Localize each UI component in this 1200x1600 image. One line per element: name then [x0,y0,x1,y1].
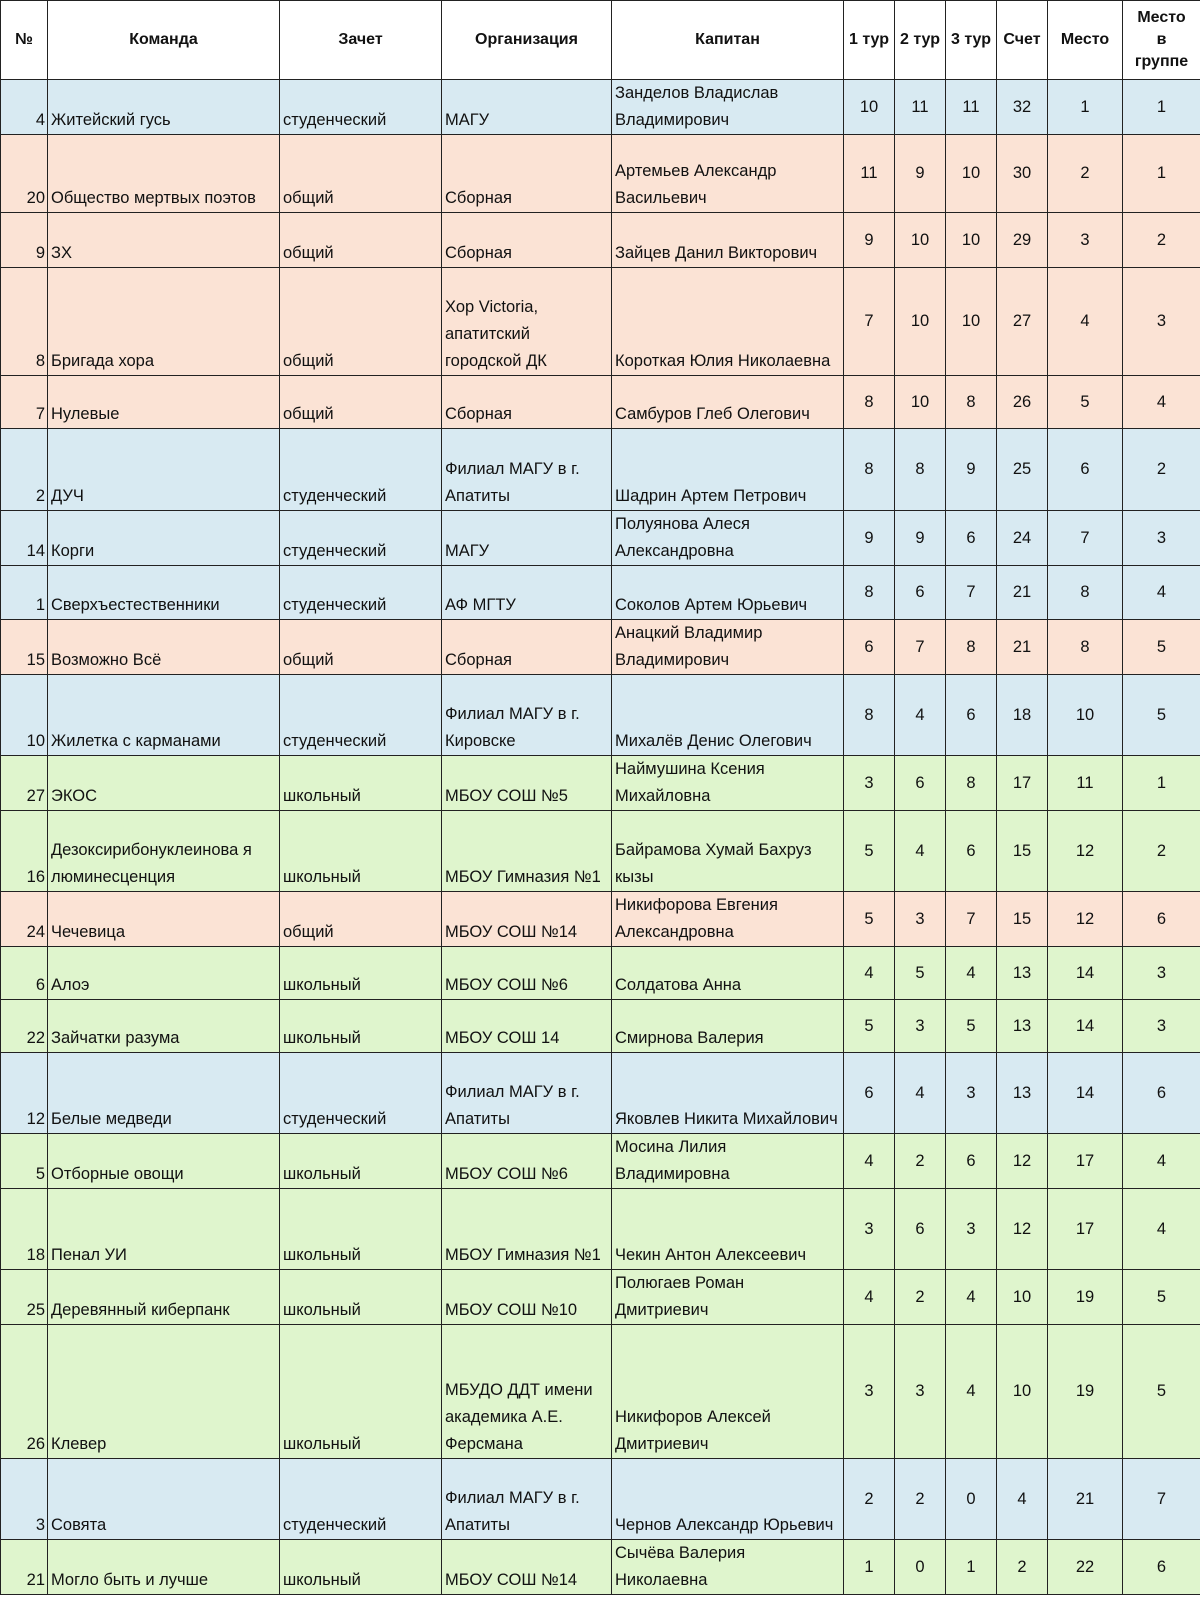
round-3-score-cell: 1 [946,1540,997,1595]
round-1-score-cell: 5 [844,1000,895,1053]
round-1-score-cell: 1 [844,1540,895,1595]
table-row [1,429,1200,511]
table-row [1,1134,1200,1189]
table-row [1,1540,1200,1595]
category-cell: студенческий [280,80,442,135]
place-cell: 17 [1048,1134,1123,1189]
table-row [1,811,1200,892]
organization-cell: МБОУ Гимназия №1 [442,811,612,892]
total-score-cell: 15 [997,811,1048,892]
organization-cell: АФ МГТУ [442,566,612,620]
organization-cell: Сборная [442,213,612,268]
group-place-cell: 5 [1123,1270,1200,1325]
organization-cell: МАГУ [442,511,612,566]
place-cell: 5 [1048,376,1123,429]
group-place-cell: 4 [1123,1189,1200,1270]
round-1-score-cell: 5 [844,892,895,947]
category-cell: школьный [280,1189,442,1270]
captain-cell: Солдатова Анна [612,947,844,1000]
organization-cell: МБОУ СОШ 14 [442,1000,612,1053]
captain-cell: Чернов Александр Юрьевич [612,1459,844,1540]
group-place-cell: 2 [1123,213,1200,268]
place-cell: 10 [1048,675,1123,756]
row-num-cell: 2 [1,429,48,511]
total-score-cell: 17 [997,756,1048,811]
team-name-cell: Жилетка с карманами [48,675,280,756]
group-place-cell: 1 [1123,80,1200,135]
round-1-score-cell: 4 [844,1134,895,1189]
place-cell: 19 [1048,1270,1123,1325]
header-org: Организация [442,1,612,80]
round-3-score-cell: 6 [946,511,997,566]
place-cell: 14 [1048,1000,1123,1053]
captain-cell: Мосина Лилия Владимировна [612,1134,844,1189]
round-3-score-cell: 3 [946,1053,997,1134]
round-1-score-cell: 6 [844,620,895,675]
table-row [1,620,1200,675]
team-name-cell: Деревянный киберпанк [48,1270,280,1325]
row-num-cell: 24 [1,892,48,947]
group-place-cell: 4 [1123,1134,1200,1189]
round-3-score-cell: 4 [946,1325,997,1459]
round-2-score-cell: 7 [895,620,946,675]
total-score-cell: 12 [997,1189,1048,1270]
group-place-cell: 3 [1123,947,1200,1000]
row-num-cell: 10 [1,675,48,756]
round-2-score-cell: 4 [895,1053,946,1134]
organization-cell: МБОУ СОШ №5 [442,756,612,811]
place-cell: 6 [1048,429,1123,511]
header-row [1,1,1200,80]
captain-cell: Никифоров Алексей Дмитриевич [612,1325,844,1459]
captain-cell: Никифорова Евгения Александровна [612,892,844,947]
place-cell: 2 [1048,135,1123,213]
round-1-score-cell: 9 [844,511,895,566]
place-cell: 11 [1048,756,1123,811]
round-3-score-cell: 7 [946,566,997,620]
captain-cell: Полуянова Алеся Александровна [612,511,844,566]
total-score-cell: 26 [997,376,1048,429]
round-1-score-cell: 9 [844,213,895,268]
team-name-cell: Корги [48,511,280,566]
category-cell: студенческий [280,429,442,511]
round-1-score-cell: 2 [844,1459,895,1540]
place-cell: 4 [1048,268,1123,376]
place-cell: 21 [1048,1459,1123,1540]
category-cell: студенческий [280,511,442,566]
round-3-score-cell: 10 [946,268,997,376]
header-team: Команда [48,1,280,80]
round-2-score-cell: 6 [895,756,946,811]
team-name-cell: ДУЧ [48,429,280,511]
team-name-cell: Житейский гусь [48,80,280,135]
header-group-place-line-1: Место [1137,9,1186,26]
category-cell: общий [280,268,442,376]
organization-cell: Сборная [442,620,612,675]
group-place-cell: 3 [1123,511,1200,566]
round-1-score-cell: 8 [844,675,895,756]
category-cell: общий [280,135,442,213]
round-3-score-cell: 4 [946,1270,997,1325]
place-cell: 14 [1048,1053,1123,1134]
team-name-cell: Нулевые [48,376,280,429]
round-3-score-cell: 6 [946,811,997,892]
table-row [1,675,1200,756]
place-cell: 19 [1048,1325,1123,1459]
total-score-cell: 29 [997,213,1048,268]
group-place-cell: 5 [1123,620,1200,675]
header-round-2: 2 тур [895,1,946,80]
total-score-cell: 12 [997,1134,1048,1189]
group-place-cell: 7 [1123,1459,1200,1540]
team-name-cell: Алоэ [48,947,280,1000]
round-2-score-cell: 10 [895,268,946,376]
team-name-cell: Зайчатки разума [48,1000,280,1053]
row-num-cell: 1 [1,566,48,620]
total-score-cell: 30 [997,135,1048,213]
round-2-score-cell: 6 [895,1189,946,1270]
place-cell: 8 [1048,620,1123,675]
round-1-score-cell: 7 [844,268,895,376]
round-1-score-cell: 11 [844,135,895,213]
team-name-cell: Возможно Всё [48,620,280,675]
team-name-cell: Бригада хора [48,268,280,376]
captain-cell: Зайцев Данил Викторович [612,213,844,268]
round-2-score-cell: 8 [895,429,946,511]
round-2-score-cell: 3 [895,1000,946,1053]
group-place-cell: 1 [1123,135,1200,213]
organization-cell: Сборная [442,135,612,213]
table-row [1,268,1200,376]
team-name-cell: ЗХ [48,213,280,268]
group-place-cell: 6 [1123,1540,1200,1595]
row-num-cell: 26 [1,1325,48,1459]
header-place: Место [1048,1,1123,80]
row-num-cell: 21 [1,1540,48,1595]
team-name-cell: ЭКОС [48,756,280,811]
team-name-cell: Чечевица [48,892,280,947]
row-num-cell: 3 [1,1459,48,1540]
team-name-cell: Клевер [48,1325,280,1459]
team-name-cell: Сверхъестественники [48,566,280,620]
round-3-score-cell: 5 [946,1000,997,1053]
round-1-score-cell: 8 [844,376,895,429]
row-num-cell: 20 [1,135,48,213]
round-3-score-cell: 6 [946,1134,997,1189]
round-3-score-cell: 4 [946,947,997,1000]
table-row [1,1325,1200,1459]
table-row [1,1053,1200,1134]
group-place-cell: 5 [1123,1325,1200,1459]
organization-cell: МБОУ СОШ №6 [442,1134,612,1189]
category-cell: школьный [280,1000,442,1053]
row-num-cell: 8 [1,268,48,376]
row-num-cell: 27 [1,756,48,811]
row-num-cell: 9 [1,213,48,268]
round-2-score-cell: 11 [895,80,946,135]
round-2-score-cell: 0 [895,1540,946,1595]
round-2-score-cell: 9 [895,511,946,566]
captain-cell: Шадрин Артем Петрович [612,429,844,511]
table-row [1,376,1200,429]
organization-cell: МБОУ Гимназия №1 [442,1189,612,1270]
group-place-cell: 2 [1123,811,1200,892]
table-row [1,1459,1200,1540]
round-3-score-cell: 9 [946,429,997,511]
row-num-cell: 4 [1,80,48,135]
captain-cell: Байрамова Хумай Бахруз кызы [612,811,844,892]
team-name-cell: Совята [48,1459,280,1540]
captain-cell: Сычёва Валерия Николаевна [612,1540,844,1595]
round-3-score-cell: 6 [946,675,997,756]
total-score-cell: 10 [997,1270,1048,1325]
table-row [1,511,1200,566]
total-score-cell: 21 [997,620,1048,675]
table-row [1,1000,1200,1053]
round-2-score-cell: 2 [895,1134,946,1189]
round-3-score-cell: 8 [946,756,997,811]
organization-cell: МБОУ СОШ №14 [442,892,612,947]
row-num-cell: 14 [1,511,48,566]
category-cell: общий [280,376,442,429]
round-2-score-cell: 5 [895,947,946,1000]
group-place-cell: 5 [1123,675,1200,756]
group-place-cell: 4 [1123,376,1200,429]
category-cell: студенческий [280,675,442,756]
table-row [1,135,1200,213]
place-cell: 17 [1048,1189,1123,1270]
header-captain: Капитан [612,1,844,80]
organization-cell: МБОУ СОШ №10 [442,1270,612,1325]
round-3-score-cell: 10 [946,135,997,213]
table-row [1,1189,1200,1270]
table-row [1,213,1200,268]
place-cell: 8 [1048,566,1123,620]
table-row [1,80,1200,135]
total-score-cell: 13 [997,947,1048,1000]
round-2-score-cell: 6 [895,566,946,620]
group-place-cell: 6 [1123,892,1200,947]
round-3-score-cell: 8 [946,376,997,429]
row-num-cell: 22 [1,1000,48,1053]
category-cell: школьный [280,1540,442,1595]
captain-cell: Наймушина Ксения Михайловна [612,756,844,811]
group-place-cell: 2 [1123,429,1200,511]
category-cell: общий [280,892,442,947]
round-1-score-cell: 8 [844,429,895,511]
table-row [1,947,1200,1000]
captain-cell: Анацкий Владимир Владимирович [612,620,844,675]
category-cell: школьный [280,1134,442,1189]
captain-cell: Полюгаев Роман Дмитриевич [612,1270,844,1325]
place-cell: 7 [1048,511,1123,566]
team-name-cell: Белые медведи [48,1053,280,1134]
total-score-cell: 2 [997,1540,1048,1595]
organization-cell: Филиал МАГУ в г. Кировске [442,675,612,756]
round-3-score-cell: 8 [946,620,997,675]
header-num: № [1,1,48,80]
total-score-cell: 15 [997,892,1048,947]
place-cell: 1 [1048,80,1123,135]
round-3-score-cell: 10 [946,213,997,268]
category-cell: студенческий [280,566,442,620]
row-num-cell: 25 [1,1270,48,1325]
organization-cell: Филиал МАГУ в г. Апатиты [442,1053,612,1134]
category-cell: студенческий [280,1053,442,1134]
total-score-cell: 21 [997,566,1048,620]
round-3-score-cell: 11 [946,80,997,135]
round-1-score-cell: 4 [844,947,895,1000]
captain-cell: Яковлев Никита Михайлович [612,1053,844,1134]
team-name-cell: Пенал УИ [48,1189,280,1270]
category-cell: общий [280,213,442,268]
row-num-cell: 15 [1,620,48,675]
round-1-score-cell: 3 [844,756,895,811]
header-group-place [1123,1,1200,80]
round-2-score-cell: 3 [895,1325,946,1459]
round-1-score-cell: 4 [844,1270,895,1325]
team-name-cell: Общество мертвых поэтов [48,135,280,213]
round-2-score-cell: 2 [895,1459,946,1540]
round-2-score-cell: 2 [895,1270,946,1325]
total-score-cell: 27 [997,268,1048,376]
organization-cell: Филиал МАГУ в г. Апатиты [442,429,612,511]
round-2-score-cell: 9 [895,135,946,213]
group-place-cell: 1 [1123,756,1200,811]
table-row [1,1270,1200,1325]
round-1-score-cell: 8 [844,566,895,620]
round-2-score-cell: 3 [895,892,946,947]
category-cell: школьный [280,1325,442,1459]
header-round-3: 3 тур [946,1,997,80]
header-score: Счет [997,1,1048,80]
round-2-score-cell: 10 [895,213,946,268]
organization-cell: Филиал МАГУ в г. Апатиты [442,1459,612,1540]
team-name-cell: Отборные овощи [48,1134,280,1189]
table-row [1,756,1200,811]
category-cell: школьный [280,947,442,1000]
organization-cell: МАГУ [442,80,612,135]
organization-cell: МБУДО ДДТ имени академика А.Е. Ферсмана [442,1325,612,1459]
group-place-cell: 3 [1123,268,1200,376]
captain-cell: Смирнова Валерия [612,1000,844,1053]
place-cell: 12 [1048,811,1123,892]
total-score-cell: 13 [997,1000,1048,1053]
organization-cell: МБОУ СОШ №6 [442,947,612,1000]
total-score-cell: 10 [997,1325,1048,1459]
group-place-cell: 6 [1123,1053,1200,1134]
group-place-cell: 3 [1123,1000,1200,1053]
place-cell: 22 [1048,1540,1123,1595]
place-cell: 3 [1048,213,1123,268]
round-1-score-cell: 5 [844,811,895,892]
total-score-cell: 13 [997,1053,1048,1134]
total-score-cell: 25 [997,429,1048,511]
row-num-cell: 7 [1,376,48,429]
total-score-cell: 4 [997,1459,1048,1540]
place-cell: 12 [1048,892,1123,947]
row-num-cell: 5 [1,1134,48,1189]
group-place-cell: 4 [1123,566,1200,620]
header-group-place-line-3: группе [1134,53,1189,70]
round-2-score-cell: 4 [895,811,946,892]
round-3-score-cell: 7 [946,892,997,947]
team-name-cell: Дезоксирибонуклеинова я люминесценция [48,811,280,892]
captain-cell: Чекин Антон Алексеевич [612,1189,844,1270]
round-3-score-cell: 0 [946,1459,997,1540]
captain-cell: Артемьев Александр Васильевич [612,135,844,213]
round-1-score-cell: 10 [844,80,895,135]
header-category: Зачет [280,1,442,80]
row-num-cell: 6 [1,947,48,1000]
captain-cell: Самбуров Глеб Олегович [612,376,844,429]
round-1-score-cell: 6 [844,1053,895,1134]
captain-cell: Соколов Артем Юрьевич [612,566,844,620]
organization-cell: МБОУ СОШ №14 [442,1540,612,1595]
organization-cell: Сборная [442,376,612,429]
team-name-cell: Могло быть и лучше [48,1540,280,1595]
category-cell: школьный [280,1270,442,1325]
place-cell: 14 [1048,947,1123,1000]
category-cell: школьный [280,756,442,811]
row-num-cell: 16 [1,811,48,892]
round-1-score-cell: 3 [844,1189,895,1270]
round-2-score-cell: 10 [895,376,946,429]
captain-cell: Занделов Владислав Владимирович [612,80,844,135]
total-score-cell: 18 [997,675,1048,756]
table-row [1,566,1200,620]
total-score-cell: 32 [997,80,1048,135]
header-round-1: 1 тур [844,1,895,80]
table-row [1,892,1200,947]
round-3-score-cell: 3 [946,1189,997,1270]
row-num-cell: 12 [1,1053,48,1134]
captain-cell: Михалёв Денис Олегович [612,675,844,756]
total-score-cell: 24 [997,511,1048,566]
row-num-cell: 18 [1,1189,48,1270]
header-group-place-line-2: в [1156,31,1167,48]
round-1-score-cell: 3 [844,1325,895,1459]
category-cell: студенческий [280,1459,442,1540]
category-cell: общий [280,620,442,675]
category-cell: школьный [280,811,442,892]
captain-cell: Короткая Юлия Николаевна [612,268,844,376]
organization-cell: Хор Victoria, апатитский городской ДК [442,268,612,376]
round-2-score-cell: 4 [895,675,946,756]
